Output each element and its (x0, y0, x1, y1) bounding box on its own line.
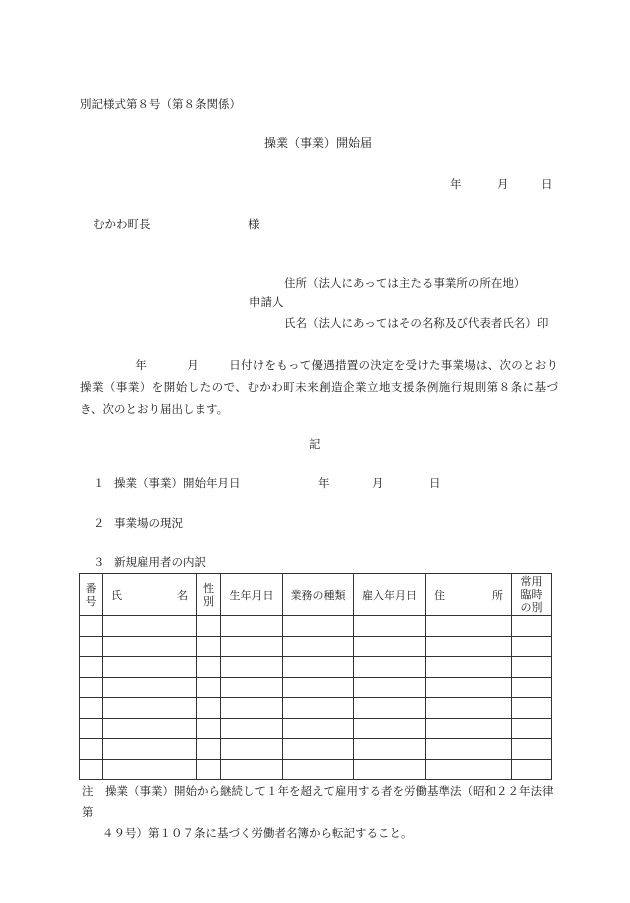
header-birthdate: 生年月日 (221, 574, 283, 616)
new-employees-table (79, 573, 552, 780)
note-line2: ４９号）第１０７条に基づく労働者名簿から転記すること。 (102, 826, 413, 840)
table-cell (512, 698, 552, 719)
table-cell (103, 739, 197, 760)
table-cell (103, 718, 197, 739)
table-cell (103, 616, 197, 637)
table-cell (197, 739, 221, 760)
table-cell (197, 677, 221, 698)
table-cell (354, 759, 426, 780)
table-cell (103, 759, 197, 780)
note (82, 781, 562, 844)
table-cell (283, 657, 354, 678)
table-cell (512, 657, 552, 678)
table-row (80, 657, 552, 678)
item-number: ２ (93, 516, 105, 530)
table-cell (283, 718, 354, 739)
table-cell (80, 636, 103, 657)
header-hire-date: 雇入年月日 (354, 574, 426, 616)
note-prefix: 注 (82, 784, 94, 798)
addressee-name: むかわ町長 (93, 217, 151, 231)
body-text: 日付けをもって優遇措置の決定を受けた事業場は、次のとおり操業（事業）を開始したので、むかわ町未来創造企業立地支援条例施行規則第８条に基づき、次のとおり届出します。 (80, 358, 558, 416)
table-cell (197, 657, 221, 678)
table-cell (354, 616, 426, 637)
date-day: 日 (541, 177, 553, 191)
form-number: 別記様式第８号（第８条関係） (80, 97, 241, 111)
date-month: 月 (497, 177, 509, 191)
body-year: 年 (135, 358, 147, 372)
table-cell (103, 657, 197, 678)
table-cell (197, 616, 221, 637)
table-cell (80, 759, 103, 780)
table-header-row (80, 574, 552, 616)
date-year: 年 (450, 177, 462, 191)
applicant-address-label: 住所（法人にあっては主たる事業所の所在地） (284, 276, 526, 290)
table-row (80, 759, 552, 780)
header-job-type: 業務の種類 (283, 574, 354, 616)
table-cell (283, 739, 354, 760)
table-cell (512, 759, 552, 780)
header-sex: 性 別 (197, 574, 221, 616)
table-cell (426, 616, 512, 637)
item-number: ３ (93, 555, 105, 569)
table-cell (80, 677, 103, 698)
table-cell (426, 677, 512, 698)
table-cell (221, 718, 283, 739)
table-cell (80, 718, 103, 739)
table-cell (426, 759, 512, 780)
item-label: 新規雇用者の内訳 (114, 555, 206, 569)
table-cell (221, 616, 283, 637)
table-cell (197, 698, 221, 719)
table-cell (512, 718, 552, 739)
applicant-label: 申請人 (249, 295, 284, 309)
table-cell (426, 636, 512, 657)
table-cell (221, 657, 283, 678)
table-cell (354, 677, 426, 698)
table-row (80, 677, 552, 698)
table-cell (426, 657, 512, 678)
table-cell (354, 739, 426, 760)
header-employment-type: 常用 臨時 の別 (512, 574, 552, 616)
table-cell (512, 636, 552, 657)
table-cell (197, 636, 221, 657)
header-number: 番 号 (80, 574, 103, 616)
table-cell (103, 698, 197, 719)
table-cell (512, 739, 552, 760)
table-cell (221, 698, 283, 719)
table-row (80, 718, 552, 739)
table-cell (512, 677, 552, 698)
table-cell (221, 677, 283, 698)
table-row (80, 698, 552, 719)
table-cell (221, 759, 283, 780)
table-cell (80, 698, 103, 719)
body-paragraph (80, 354, 558, 420)
header-name: 氏 名 (103, 574, 197, 616)
table-cell (283, 677, 354, 698)
note-line1: 操業（事業）開始から継続して１年を超えて雇用する者を労働基準法（昭和２２年法律第 (82, 784, 554, 819)
table-cell (426, 739, 512, 760)
table-cell (354, 698, 426, 719)
table-cell (354, 718, 426, 739)
table-cell (354, 657, 426, 678)
item-label: 事業場の現況 (114, 516, 183, 530)
table-cell (283, 636, 354, 657)
table-row (80, 739, 552, 760)
ki-heading: 記 (309, 437, 321, 451)
item-label: 操業（事業）開始年月日 (114, 476, 241, 490)
table-row (80, 616, 552, 637)
addressee-honorific: 様 (248, 217, 260, 231)
table-cell (80, 739, 103, 760)
table-cell (103, 636, 197, 657)
table-cell (197, 759, 221, 780)
table-cell (221, 636, 283, 657)
table-cell (426, 698, 512, 719)
applicant-name-label: 氏名（法人にあってはその名称及び代表者氏名）印 (284, 316, 549, 330)
header-address: 住 所 (426, 574, 512, 616)
table-cell (197, 718, 221, 739)
table-cell (283, 698, 354, 719)
item-number: １ (93, 476, 105, 490)
page-title: 操業（事業）開始届 (264, 136, 373, 150)
table-row (80, 636, 552, 657)
table-cell (426, 718, 512, 739)
table-cell (512, 616, 552, 637)
table-cell (80, 616, 103, 637)
table-cell (283, 616, 354, 637)
table-cell (80, 657, 103, 678)
item-month: 月 (372, 476, 384, 490)
item-day: 日 (429, 476, 441, 490)
table-cell (354, 636, 426, 657)
table-cell (103, 677, 197, 698)
body-month: 月 (187, 358, 199, 372)
item-year: 年 (318, 476, 330, 490)
table-cell (221, 739, 283, 760)
table-cell (283, 759, 354, 780)
